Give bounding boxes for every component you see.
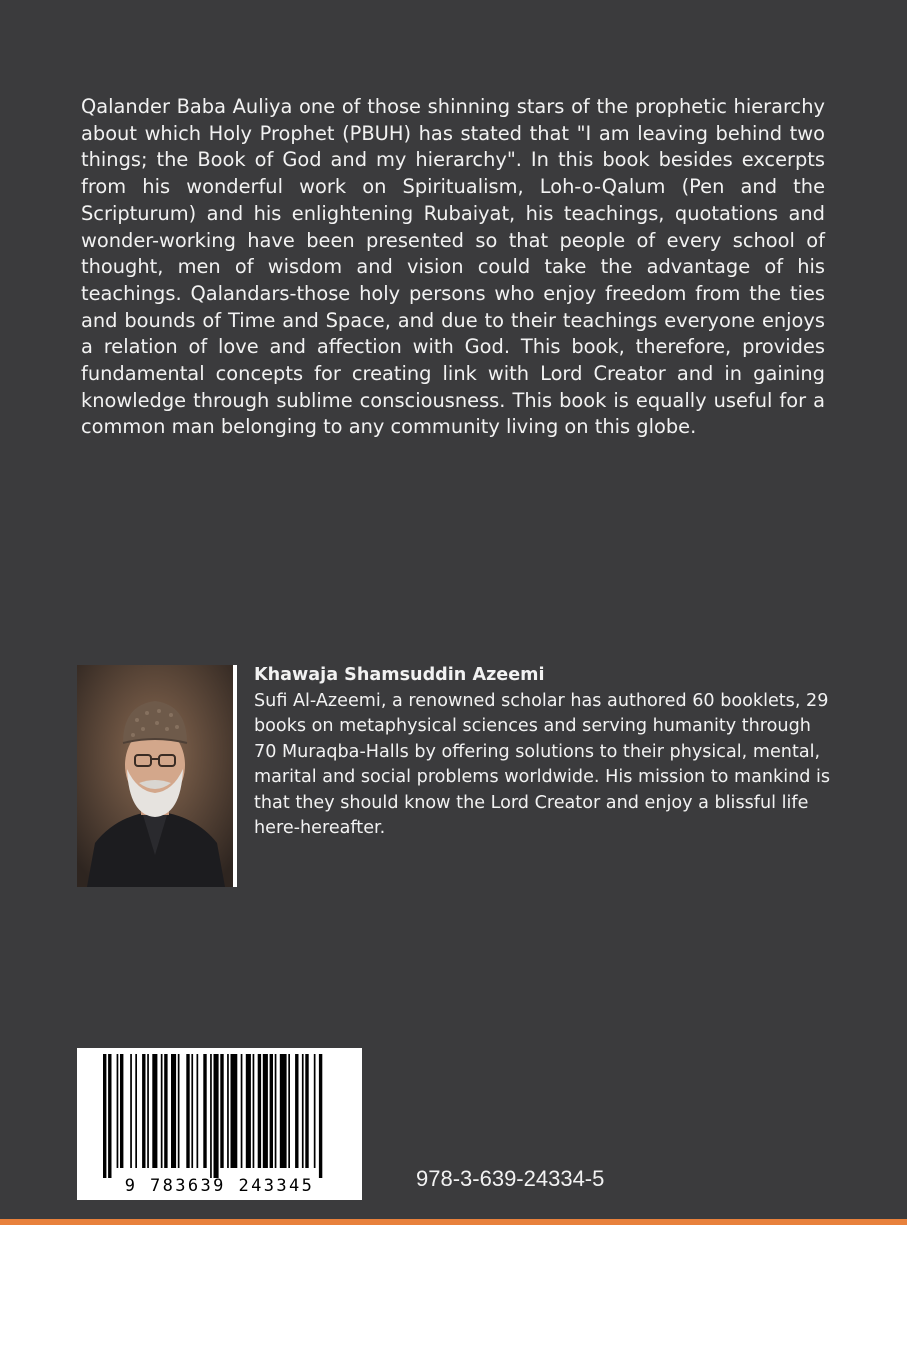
barcode [77, 1048, 362, 1200]
barcode-digits: 9 783639 243345 [124, 1176, 315, 1196]
author-photo [77, 665, 237, 887]
book-blurb: Qalander Baba Auliya one of those shinning stars of the prophetic hierarchy about which Holy Prophet (PBUH) has stated that "I am leaving behind two things; the Book of God and my hierarchy". In this book besides excerpts from his wonderful work on Spiritualism, Loh-o-Qalum (Pen and the Scripturum) and his enlightening Rubaiyat, his teachings, quotations and wonder-working have been presented so that people of every school of thought, men of wisdom and vision could take the advantage of his teachings. Qalandars-those holy persons who enjoy freedom from the ties and bounds of Time and Space, and due to their teachings everyone enjoys a relation of love and affection with God. This book, therefore, provides fundamental concepts for creating link with Lord Creator and in gaining knowledge through sublime consciousness. This book is equally useful for a common man belonging to any community living on this globe. [81, 95, 825, 439]
isbn-number: 978-3-639-24334-5 [416, 1166, 605, 1191]
accent-strip [0, 1219, 907, 1225]
author-info [254, 663, 834, 842]
author-bio: Sufi Al-Azeemi, a renowned scholar has authored 60 booklets, 29 books on metaphysical sciences and serving humanity through 70 Muraqba-Halls by offering solutions to their physical, mental, marital and social problems worldwide. His mission to mankind is that they should know the Lord Creator and enjoy a blissful life here-hereafter. [254, 690, 831, 838]
author-name: Khawaja Shamsuddin Azeemi [254, 665, 545, 685]
